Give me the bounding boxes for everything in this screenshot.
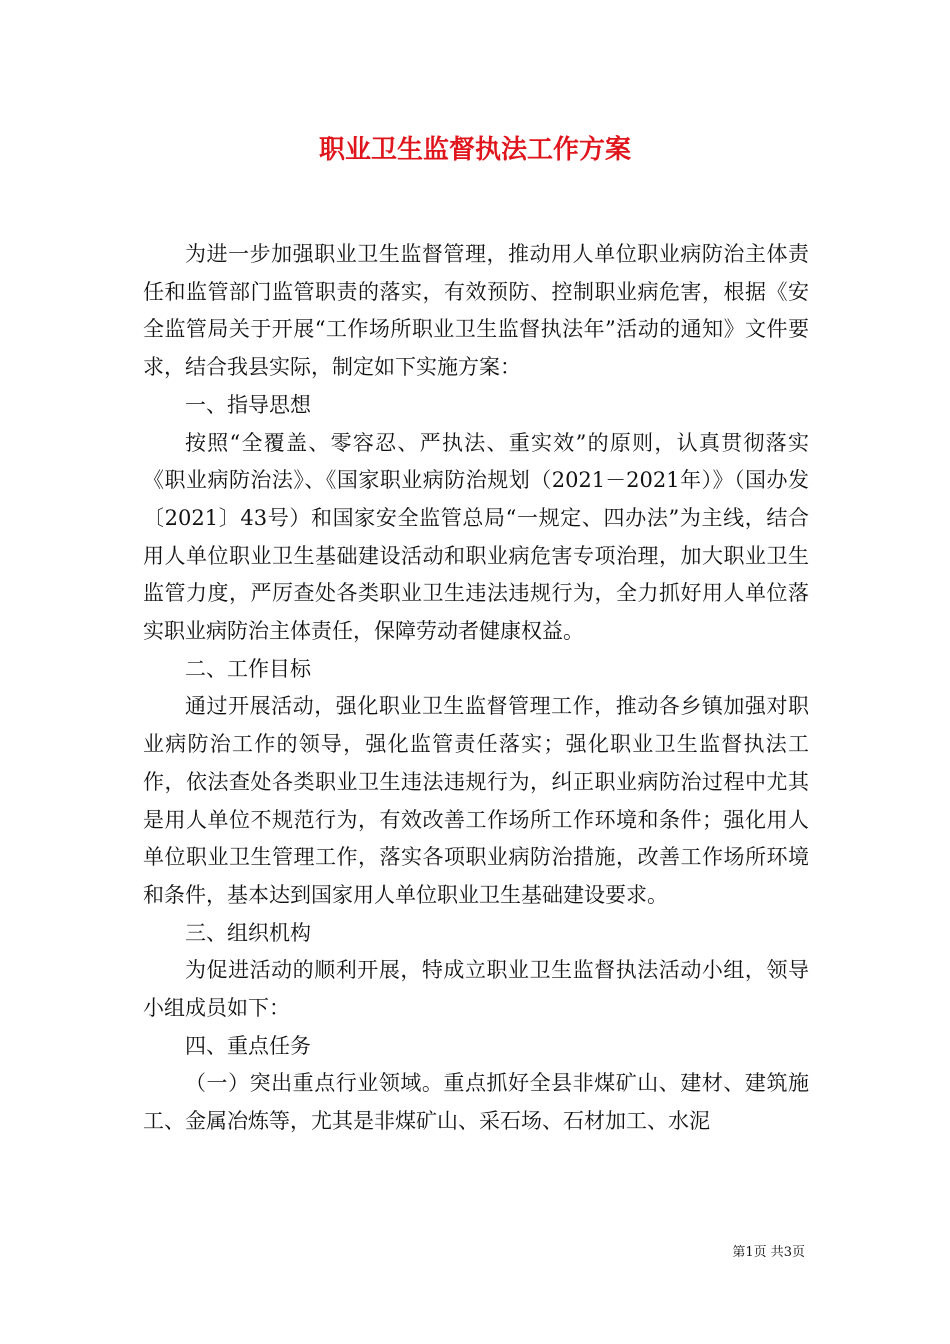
heading-key-tasks: 四、重点任务 xyxy=(185,1033,311,1058)
paragraph-organization: 为促进活动的顺利开展，特成立职业卫生监督执法活动小组，领导小组成员如下： xyxy=(143,958,809,1021)
document-body xyxy=(143,236,809,1141)
paragraph-guiding-ideology: 按照“全覆盖、零容忍、严执法、重实效”的原则，认真贯彻落实《职业病防治法》、《国家职业病防治规划（2021－2021年）》（国办发〔2021〕43号）和国家安全监管总局“一规定、四办法”为主线，结合用人单位职业卫生基础建设活动和职业病危害专项治理，加大职业卫生监管力度，严厉查处各类职业卫生违法违规行为，全力抓好用人单位落实职业病防治主体责任，保障劳动者健康权益。 xyxy=(143,430,809,644)
paragraph-key-tasks: （一）突出重点行业领域。重点抓好全县非煤矿山、建材、建筑施工、金属冶炼等，尤其是非煤矿山、采石场、石材加工、水泥 xyxy=(143,1071,809,1134)
heading-guiding-ideology: 一、指导思想 xyxy=(185,392,311,417)
document-title: 职业卫生监督执法工作方案 xyxy=(318,135,631,165)
paragraph-work-goals: 通过开展活动，强化职业卫生监督管理工作，推动各乡镇加强对职业病防治工作的领导，强化监管责任落实；强化职业卫生监督执法工作，依法查处各类职业卫生违法违规行为，纠正职业病防治过程中尤其是用人单位不规范行为，有效改善工作场所工作环境和条件；强化用人单位职业卫生管理工作，落实各项职业病防治措施，改善工作场所环境和条件，基本达到国家用人单位职业卫生基础建设要求。 xyxy=(143,694,809,907)
paragraph-intro: 为进一步加强职业卫生监督管理，推动用人单位职业病防治主体责任和监管部门监管职责的落实，有效预防、控制职业病危害，根据《安全监管局关于开展“工作场所职业卫生监督执法年”活动的通知》文件要求，结合我县实际，制定如下实施方案： xyxy=(143,242,809,380)
page-number: 第1页 共3页 xyxy=(732,1245,805,1260)
heading-organization: 三、组织机构 xyxy=(185,920,311,945)
heading-work-goals: 二、工作目标 xyxy=(185,656,311,681)
